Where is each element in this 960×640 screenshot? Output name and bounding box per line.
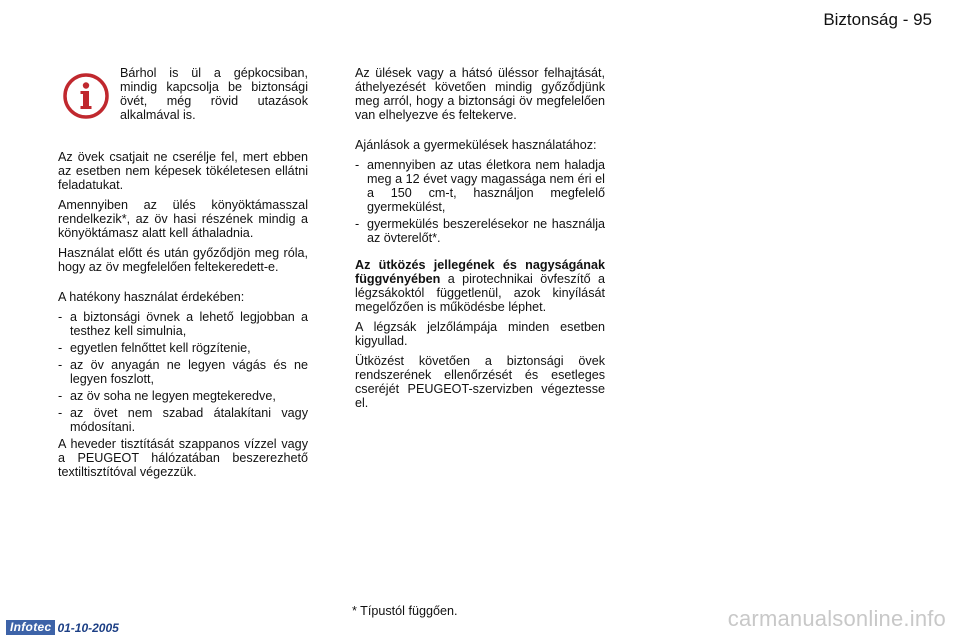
usage-list: [58, 310, 308, 434]
child-seat-list: [355, 158, 605, 245]
watermark: carmanualsonline.info: [727, 606, 946, 631]
list-item: - gyermekülés beszerelésekor ne használja az övterelőt*.: [355, 217, 605, 245]
footer-date: 01-10-2005: [57, 620, 119, 635]
paragraph: A hatékony használat érdekében:: [58, 290, 245, 304]
paragraph: A légzsák jelzőlámpája minden esetben kigyullad.: [355, 320, 605, 348]
paragraph: Az ülések vagy a hátsó üléssor felhajtását, áthelyezését követően mindig győződjünk meg arról, hogy a biztonsági öv megfelelően van elhelyezve és feltekerve.: [355, 66, 605, 122]
list-item: - a biztonsági övnek a lehető legjobban a testhez kell simulnia,: [58, 310, 308, 338]
safety-notice: [60, 66, 310, 136]
paragraph: Az övek csatjait ne cserélje fel, mert ebben az esetben nem képesek tökéletesen ellátni feladatukat.: [58, 150, 308, 192]
paragraph: Ütközést követően a biztonsági övek rendszerének ellenőrzését és esetleges cseréjét PEUGEOT-szervizben végeztesse el.: [355, 354, 605, 410]
info-warning-icon: [63, 73, 109, 119]
left-column: [58, 150, 308, 485]
right-column: [355, 66, 605, 416]
paragraph: A heveder tisztítását szappanos vízzel vagy a PEUGEOT hálózatában beszerezhető textiltisztítóval végezzük.: [58, 437, 308, 479]
paragraph: Használat előtt és után győződjön meg róla, hogy az öv megfelelően feltekeredett-e.: [58, 246, 308, 274]
list-item: - amennyiben az utas életkora nem haladja meg a 12 évet vagy magassága nem éri el a 150 cm-t, használjon megfelelő gyermekülést,: [355, 158, 605, 214]
list-item: - az öv soha ne legyen megtekeredve,: [58, 389, 308, 403]
page-header: Biztonság - 95: [823, 10, 932, 29]
footer-badge: [6, 620, 119, 635]
list-item: - az öv anyagán ne legyen vágás és ne legyen foszlott,: [58, 358, 308, 386]
paragraph-rest: a pirotechnikai övfeszítő a légzsákoktól függetlenül, azok kinyílását megelőzően is működésbe léphet.: [355, 272, 605, 314]
list-item: - egyetlen felnőttet kell rögzítenie,: [58, 341, 308, 355]
bold-lead: Az ütközés jellegének és nagyságának függvényében: [355, 258, 605, 286]
notice-text: Bárhol is ül a gépkocsiban, mindig kapcsolja be biztonsági övét, még rövid utazások alkalmával is.: [120, 66, 308, 122]
paragraph: Amennyiben az ülés könyöktámasszal rendelkezik*, az öv hasi részének mindig a könyöktámasz alatt kell áthaladnia.: [58, 198, 308, 240]
footnote: * Típustól függően.: [352, 604, 458, 618]
paragraph: Ajánlások a gyermekülések használatához:: [355, 138, 597, 152]
list-item: - az övet nem szabad átalakítani vagy módosítani.: [58, 406, 308, 434]
infotec-logo: Infotec: [6, 620, 55, 635]
paragraph: [355, 258, 605, 314]
